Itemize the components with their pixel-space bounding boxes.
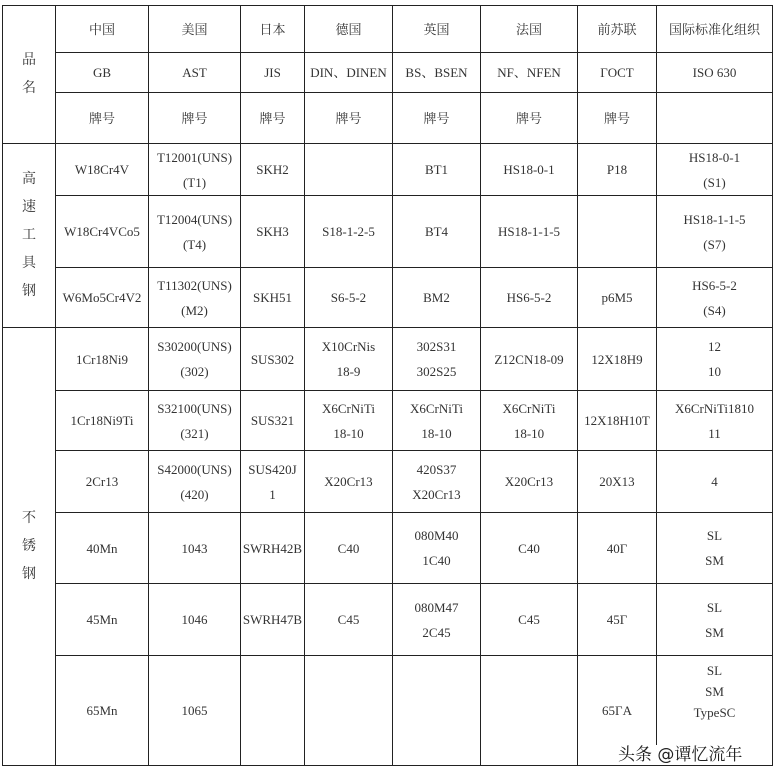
table-cell: BT4 <box>393 196 481 268</box>
table-cell: S30200(UNS) (302) <box>149 328 241 391</box>
table-cell: 1Cr18Ni9Ti <box>56 391 149 451</box>
grade-label: 牌号 <box>481 93 578 144</box>
table-cell <box>578 196 657 268</box>
table-cell: W6Mo5Cr4V2 <box>56 268 149 328</box>
grade-label: 牌号 <box>56 93 149 144</box>
table-cell: C40 <box>305 513 393 584</box>
table-cell: C40 <box>481 513 578 584</box>
table-cell: HS18-1-1-5 <box>481 196 578 268</box>
table-cell: 1065 <box>149 656 241 766</box>
country-header: 法国 <box>481 6 578 53</box>
table-cell: 1Cr18Ni9 <box>56 328 149 391</box>
table-cell: BT1 <box>393 144 481 196</box>
table-cell: X20Cr13 <box>305 451 393 513</box>
table-cell: 20X13 <box>578 451 657 513</box>
table-cell: SUS321 <box>241 391 305 451</box>
standard-header: DIN、DINEN <box>305 53 393 93</box>
table-cell: 4 <box>657 451 773 513</box>
grade-label: 牌号 <box>393 93 481 144</box>
table-cell: 65Mn <box>56 656 149 766</box>
table-cell: HS6-5-2 (S4) <box>657 268 773 328</box>
standard-header: JIS <box>241 53 305 93</box>
table-cell: C45 <box>305 584 393 656</box>
table-cell: T12004(UNS) (T4) <box>149 196 241 268</box>
table-cell: SKH2 <box>241 144 305 196</box>
table-cell: X10CrNis 18-9 <box>305 328 393 391</box>
standard-header: NF、NFEN <box>481 53 578 93</box>
table-cell: S42000(UNS) (420) <box>149 451 241 513</box>
table-cell: 12 10 <box>657 328 773 391</box>
table-cell: 302S31 302S25 <box>393 328 481 391</box>
watermark: 头条 @谭忆流年 <box>618 745 743 765</box>
table-cell: 420S37 X20Cr13 <box>393 451 481 513</box>
table-cell: S18-1-2-5 <box>305 196 393 268</box>
table-cell: W18Cr4VCo5 <box>56 196 149 268</box>
table-cell <box>481 656 578 766</box>
country-header: 国际标准化组织 <box>657 6 773 53</box>
table-cell: S32100(UNS) (321) <box>149 391 241 451</box>
table-cell <box>305 144 393 196</box>
grade-label: 牌号 <box>578 93 657 144</box>
header-row-grades <box>3 93 773 144</box>
table-cell: SKH51 <box>241 268 305 328</box>
table-cell: SUS420J 1 <box>241 451 305 513</box>
standard-header: AST <box>149 53 241 93</box>
table-cell: SL SM TypeSC <box>657 656 773 766</box>
side-label-stainless: 不 锈 钢 <box>3 328 56 766</box>
table-cell: HS18-0-1 (S1) <box>657 144 773 196</box>
table-cell: P18 <box>578 144 657 196</box>
table-cell: SWRH47B <box>241 584 305 656</box>
table-cell: 65ΓA <box>578 656 657 766</box>
table-cell: BM2 <box>393 268 481 328</box>
table-cell: 080M40 1C40 <box>393 513 481 584</box>
steel-grade-comparison-table <box>2 5 773 766</box>
table-cell: X6CrNiTi 18-10 <box>481 391 578 451</box>
table-cell: SUS302 <box>241 328 305 391</box>
table-cell: HS18-1-1-5 (S7) <box>657 196 773 268</box>
table-cell: S6-5-2 <box>305 268 393 328</box>
country-header: 中国 <box>56 6 149 53</box>
table-row <box>3 328 773 391</box>
table-cell: 40Mn <box>56 513 149 584</box>
standard-header: GB <box>56 53 149 93</box>
table-cell: HS6-5-2 <box>481 268 578 328</box>
table-cell: X20Cr13 <box>481 451 578 513</box>
grade-label: 牌号 <box>305 93 393 144</box>
table-row <box>3 584 773 656</box>
table-cell: SKH3 <box>241 196 305 268</box>
table-cell: 45Mn <box>56 584 149 656</box>
table-cell: SWRH42B <box>241 513 305 584</box>
table-cell <box>241 656 305 766</box>
grade-label: 牌号 <box>241 93 305 144</box>
table-cell: X6CrNiTi1810 11 <box>657 391 773 451</box>
table-cell: SL SM <box>657 584 773 656</box>
table-row <box>3 144 773 196</box>
table-cell: 1046 <box>149 584 241 656</box>
country-header: 前苏联 <box>578 6 657 53</box>
table-cell: HS18-0-1 <box>481 144 578 196</box>
table-cell: Z12CN18-09 <box>481 328 578 391</box>
table-row <box>3 196 773 268</box>
table-cell: X6CrNiTi 18-10 <box>305 391 393 451</box>
table-row <box>3 268 773 328</box>
side-label-name: 品 名 <box>3 6 56 144</box>
side-label-hss: 高 速 工 具 钢 <box>3 144 56 328</box>
standard-header: ISO 630 <box>657 53 773 93</box>
table-row <box>3 513 773 584</box>
grade-label: 牌号 <box>149 93 241 144</box>
table-cell: 2Cr13 <box>56 451 149 513</box>
table-row <box>3 451 773 513</box>
table-cell: C45 <box>481 584 578 656</box>
standard-header: BS、BSEN <box>393 53 481 93</box>
table-cell: p6M5 <box>578 268 657 328</box>
table-cell <box>305 656 393 766</box>
table-cell: X6CrNiTi 18-10 <box>393 391 481 451</box>
header-row-countries <box>3 6 773 53</box>
header-row-standards <box>3 53 773 93</box>
country-header: 德国 <box>305 6 393 53</box>
table-cell: 080M47 2C45 <box>393 584 481 656</box>
table-row <box>3 391 773 451</box>
country-header: 英国 <box>393 6 481 53</box>
table-cell: T12001(UNS) (T1) <box>149 144 241 196</box>
country-header: 日本 <box>241 6 305 53</box>
table-cell: 40Γ <box>578 513 657 584</box>
table-cell: T11302(UNS) (M2) <box>149 268 241 328</box>
table-cell <box>393 656 481 766</box>
grade-label <box>657 93 773 144</box>
table-cell: 12X18H10T <box>578 391 657 451</box>
table-cell: 45Γ <box>578 584 657 656</box>
standard-header: ΓOCT <box>578 53 657 93</box>
table-cell: 12X18H9 <box>578 328 657 391</box>
table-cell: W18Cr4V <box>56 144 149 196</box>
table-cell: SL SM <box>657 513 773 584</box>
table-cell: 1043 <box>149 513 241 584</box>
country-header: 美国 <box>149 6 241 53</box>
